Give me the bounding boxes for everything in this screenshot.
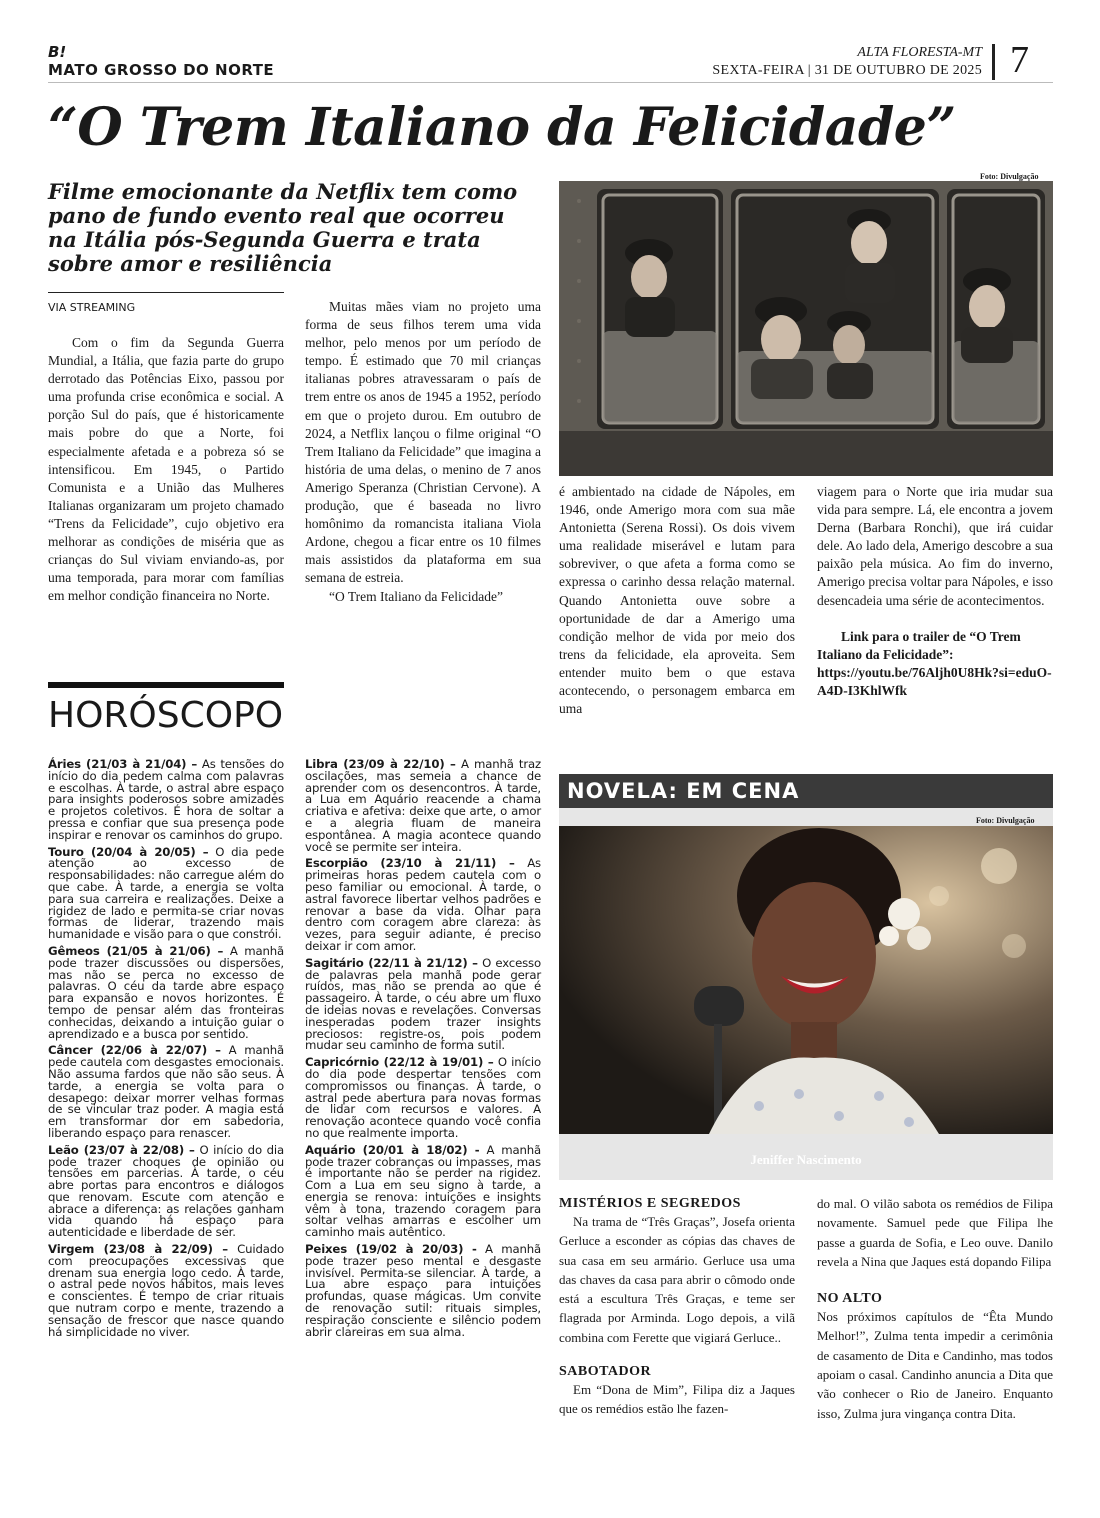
horoscope-entry — [48, 1045, 284, 1139]
photo-credit: Foto: Divulgação — [980, 172, 1039, 181]
novela-section-title: MISTÉRIOS E SEGREDOS — [559, 1196, 741, 1211]
horoscope-column-1 — [48, 759, 284, 1343]
horoscope-column-2 — [305, 759, 541, 1343]
sign-name: Virgem (23/08 à 22/09) – — [48, 1242, 228, 1257]
horoscope-entry — [305, 1057, 541, 1140]
sign-name: Touro (20/04 à 20/05) – — [48, 844, 209, 859]
horoscope-entry — [48, 943, 285, 1041]
novela-paragraph: Na trama de “Três Graças”, Josefa orienta Gerluce a esconder as cópias das chaves de sua casa em seu armário. Gerluce usa uma das chaves da casa para abrir o cômodo onde está a escultura Três Graças, e teme ser flagrada por Arminda. Logo depois, a vilã combina com Ferette que vigiará Gerluce.. — [559, 1214, 795, 1345]
article-paragraph: Com o fim da Segunda Guerra Mundial, a Itália, que fazia parte do grupo derrotado das Potências Eixo, passou por uma profunda crise econômica e social. A porção Sul do país, que é historicamente mais pobre do que a Norte, foi especialmente afetada e a pobreza só se intensificou. Em 1945, o Partido Comunista e a União das Mulheres Italianas organizaram um projeto chamado “Trens da Felicidade”, cujo objetivo era melhorar as condições de miséria que as crianças do Sul viviam enviando-as, por uma temporada, para morar com famílias em melhor condição financeira no Norte. — [48, 335, 284, 604]
article-paragraph: é ambientado na cidade de Nápoles, em 1946, onde Amerigo mora com sua mãe Antonietta (Serena Rossi). Os dois vivem uma realidade miserável e lutam para sobreviver, o que afeta a forma como se expressa o carinho dessa relação maternal. Quando Antonietta ouve sobre a oportunidade de dar a Amerigo uma condição melhor de vida por meio dos trens da felicidade, ela aproveita. Sem entender muito bem o que estava acontecendo, o personagem embarca em uma — [559, 484, 795, 717]
photo-credit: Foto: Divulgação — [976, 816, 1035, 825]
novela-paragraph: do mal. O vilão sabota os remédios de Filipa novamente. Samuel pede que Filipa lhe passe a guarda de Sofia, e Leo ouve. Danilo revela a Nina que Jaques está dopando Filipa — [817, 1196, 1053, 1269]
masthead-rule — [48, 82, 1053, 83]
article-photo — [559, 181, 1053, 476]
sign-text: O dia pede atenção ao excesso de responsabilidades: não carregue além do que cabe. À tarde, a energia se volta para sua carreira e realizações. Deixe a rigidez de lado e permita-se criar novas formas de liderar, trazendo mais humanidade e visão para o que constrói. — [48, 844, 284, 942]
horoscope-title: HORÓSCOPO — [48, 682, 284, 738]
article-paragraph: Muitas mães viam no projeto uma forma de seus filhos terem uma vida melhor, pelo menos por um período de tempo. É estimado que 70 mil crianças italianas pobres atravessaram o país de trem entre os anos de 1945 a 1952, período em que o projeto durou. Em outubro de 2024, a Netflix lançou o filme original “O Trem Italiano da Felicidade” que imagina a história de uma delas, o menino de 7 anos Amerigo Speranza (Christian Cervone). A produção, que é baseada no livro homônimo da romancista italiana Viola Ardone, chegou a ficar entre os 10 filmes mais assistidos da plataforma em sua semana de estreia. — [305, 299, 541, 586]
sign-text: A manhã pode trazer peso mental e desgaste invisível. Permita-se silenciar. À tarde, a Lua abre espaço para intuições profundas, quase mágicas. Um convite de renovação sutil: rituais simples, respiração consciente e silêncio podem abrir clareiras em sua alma. — [305, 1242, 541, 1339]
horoscope-entry — [305, 1244, 541, 1338]
sign-text: A manhã traz oscilações, mas semeia a chance de aprender com os desencontros. À tarde, a Lua em Aquário reacende a chama criativa e afetiva: deixe que arte, o amor e a alegria fluam de maneira espontânea. A magia acontece quando você se permite ser inteira. — [305, 757, 541, 854]
horoscope-entry — [305, 759, 541, 853]
horoscope-entry — [305, 858, 541, 952]
sign-text: O início do dia pode trazer choques de opinião ou tensões em parcerias. À tarde, o céu abre portas para encontros e diálogos que renovam. Escute com atenção e abrace a diferença: as relações ganham vida quando há espaço para autenticidade e liberdade de ser. — [48, 1142, 285, 1240]
byline-rule — [48, 292, 284, 293]
article-paragraph: “O Trem Italiano da Felicidade” — [329, 588, 503, 604]
novela-header: NOVELA: EM CENA — [559, 774, 1053, 808]
sign-name: Áries (21/03 à 21/04) – — [48, 757, 198, 771]
sign-name: Escorpião (23/10 à 21/11) – — [305, 856, 515, 871]
novela-paragraph: Nos próximos capítulos de “Êta Mundo Melhor!”, Zulma tenta impedir a cerimônia de casamento de Dita e Candinho, mas todos apoiam o casal. Candinho anuncia a Dita que vão conhecer o Rio de Janeiro. Enquanto isso, Zulma jura vingança contra Dita. — [817, 1309, 1053, 1421]
novela-photo — [559, 826, 1053, 1134]
sign-text: A manhã pode trazer discussões ou dispersões, mas não se perca no excesso de palavras. O céu da tarde abre espaço para expansão e novos horizontes. É tempo de pensar além das fronteiras conhecidas, deixando a intuição guiar o aprendizado e a busca por sentido. — [48, 943, 285, 1041]
sign-text: A manhã pode trazer cobranças ou impasses, mas é importante não se perder na rigidez. Com a Lua em seu signo à tarde, a energia se renova: intuições e insights vêm à tona, trazendo coragem para soltar velhas amarras e escolher um caminho mais autêntico. — [305, 1142, 541, 1240]
horoscope-entry — [48, 844, 284, 942]
horoscope-entry — [48, 1142, 285, 1240]
sign-text: Cuidado com preocupações excessivas que drenam sua energia logo cedo. À tarde, o astral pede novos hábitos, mais leves e conscientes. É tempo de criar rituais que nutram corpo e mente, trazendo a sensação de frescor que nasce quando há simplicidade no viver. — [48, 1242, 284, 1339]
sign-text: As tensões do início do dia pedem calma com palavras e escolhas. À tarde, o astral abre espaço para insights poderosos sobre amizades e projetos coletivos. É hora de soltar a pressa e confiar que sua presença pode inspirar e renovar os caminhos do grupo. — [48, 757, 284, 842]
novela-section-title: SABOTADOR — [559, 1364, 652, 1380]
sign-name: Peixes (19/02 à 20/03) - — [305, 1242, 477, 1257]
sign-text: O excesso de palavras pela manhã pode gerar ruídos, mas não se prenda ao que é passageiro. À tarde, o céu abre um fluxo de ideias novas e revelações. Conversas inesperadas podem trazer insights preciosos: registre-os, pois podem mudar seu caminho de forma sutil. — [305, 955, 541, 1053]
sign-name: Leão (23/07 à 22/08) – — [48, 1142, 195, 1157]
article-column-1 — [48, 334, 284, 605]
horoscope-entry — [48, 759, 284, 842]
photo-caption: Jeniffer Nascimento — [750, 1152, 862, 1167]
sign-text: As primeiras horas pedem cautela com o peso familiar ou emocional. À tarde, o astral favorece libertar velhos padrões e renovar a base da vida. Olhar para dentro com coragem abre clareza: às vezes, para seguir adiante, é preciso deixar ir com amor. — [305, 856, 541, 953]
sign-name: Aquário (20/01 à 18/02) - — [305, 1142, 480, 1157]
sign-name: Sagitário (22/11 à 21/12) – — [305, 955, 478, 970]
train-window-illustration — [559, 181, 1053, 476]
sign-name: Gêmeos (21/05 à 21/06) – — [48, 943, 224, 958]
article-column-3 — [559, 483, 795, 718]
horoscope-entry — [48, 1244, 284, 1338]
article-paragraph: viagem para o Norte que iria mudar sua vida para sempre. Lá, ele encontra a jovem Derna (Barbara Ronchi), que irá cuidar dele. Ao lado dela, Amerigo descobre a sua paixão pela música. Ao fim do inverno, Amerigo precisa voltar para Nápoles, e isso desencadeia uma série de acontecimentos. — [817, 484, 1053, 608]
trailer-link[interactable]: Link para o trailer de “O Trem Italiano da Felicidade”: https://youtu.be/76Aljh0U8Hk?si=eduO-A4D-I3KhlWfk — [817, 628, 1052, 698]
page-number: 7 — [1010, 39, 1029, 81]
horoscope-entry — [305, 955, 541, 1053]
issue-date: SEXTA-FEIRA | 31 DE OUTUBRO DE 2025 — [712, 63, 982, 78]
article-headline: “O Trem Italiano da Felicidade” — [48, 97, 956, 158]
novela-section-title: NO ALTO — [817, 1291, 883, 1307]
article-byline: VIA STREAMING — [48, 301, 136, 314]
sign-text: O início do dia pode despertar tensões com compromissos ou finanças. À tarde, o astral pede abertura para novas formas de lidar com recursos e valores. A renovação acontece quando você confia no que realmente importa. — [305, 1055, 541, 1140]
novela-column-2 — [817, 1194, 1053, 1423]
article-column-2 — [305, 298, 541, 606]
horoscope-entry — [305, 1142, 541, 1240]
sign-name: Capricórnio (22/12 à 19/01) – — [305, 1055, 494, 1070]
actress-portrait-illustration — [559, 826, 1053, 1134]
sign-text: A manhã pede cautela com desgastes emocionais. Não assuma fardos que não são seus. À tarde, a energia se volta para o desapego: deixar morrer velhas formas de se vincular traz poder. A magia está em transformar dor em sabedoria, liberando espaço para renascer. — [48, 1043, 284, 1140]
section-name: MATO GROSSO DO NORTE — [48, 61, 275, 79]
sign-name: Câncer (22/06 à 22/07) – — [48, 1043, 221, 1058]
masthead-divider — [992, 44, 995, 80]
novela-paragraph: Em “Dona de Mim”, Filipa diz a Jaques que os remédios estão lhe fazen- — [559, 1382, 795, 1417]
novela-column-1 — [559, 1196, 795, 1419]
sign-name: Libra (23/09 à 22/10) – — [305, 757, 456, 771]
city-label: ALTA FLORESTA-MT — [857, 45, 982, 60]
article-column-4 — [817, 483, 1053, 700]
brand-logo: B! — [48, 43, 67, 61]
article-subhead: Filme emocionante da Netflix tem como pano de fundo evento real que ocorreu na Itália pós-Segunda Guerra e trata sobre amor e resiliência — [48, 179, 518, 276]
